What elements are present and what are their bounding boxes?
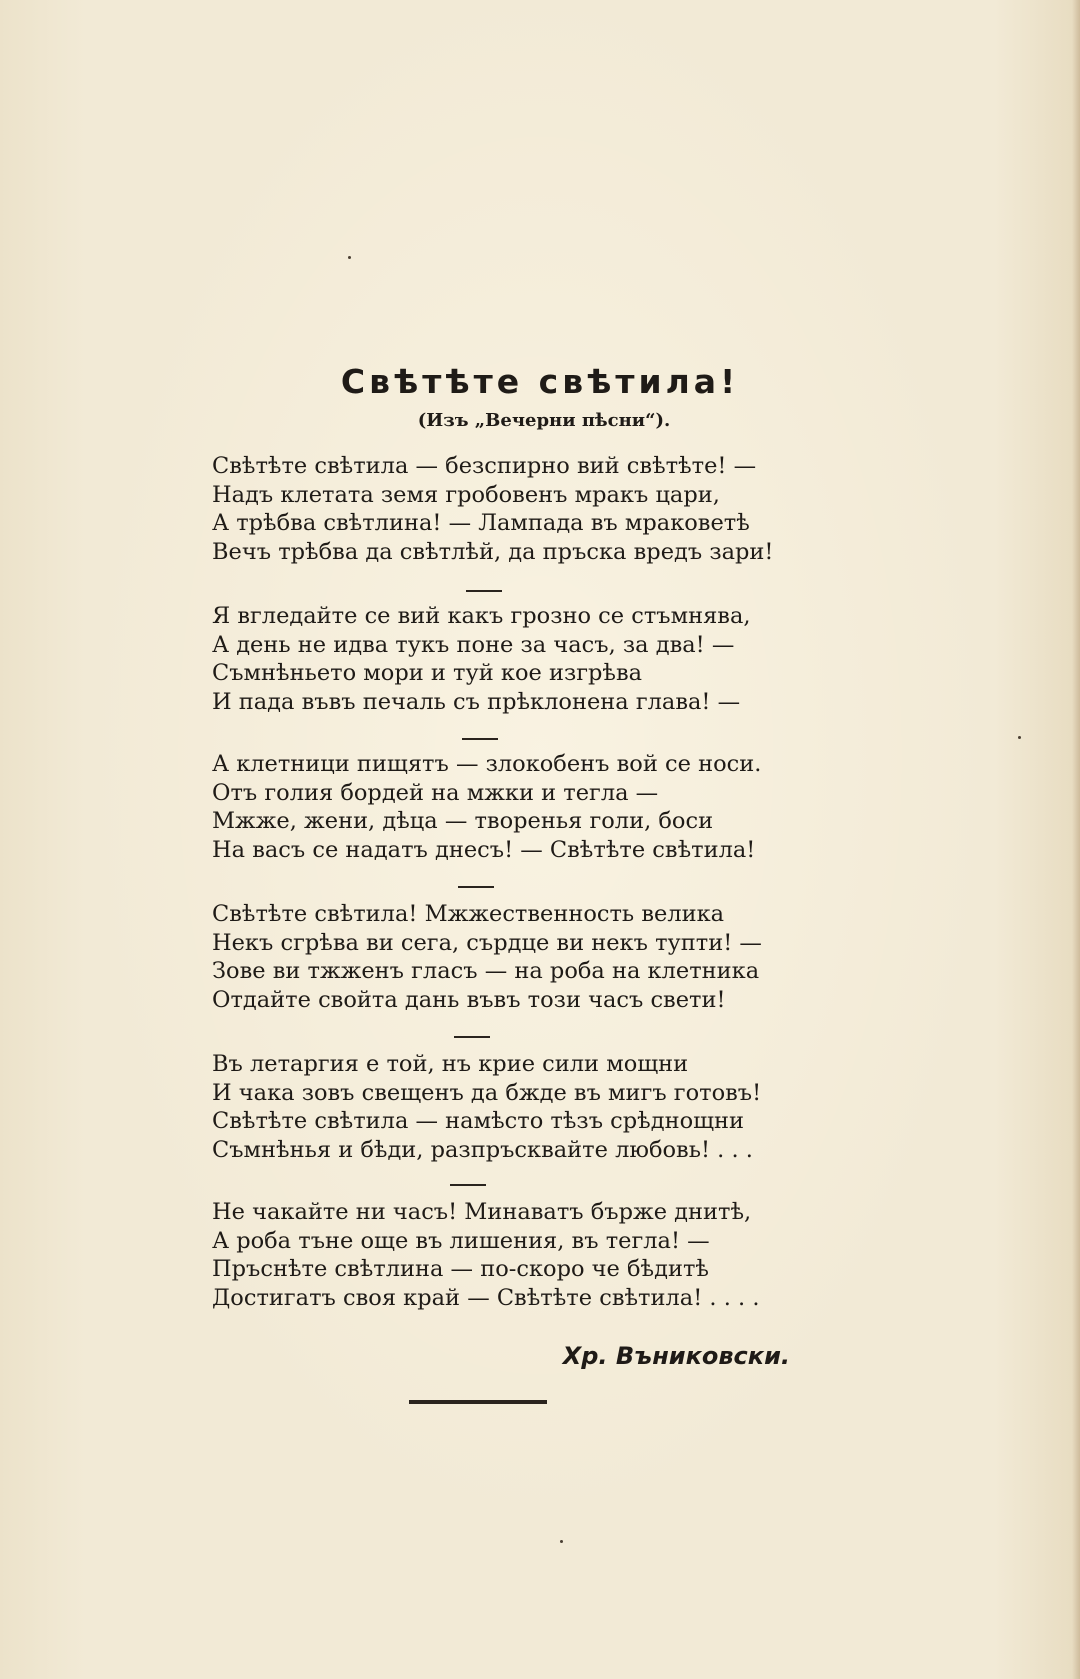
verse-line: Пръснѣте свѣтлина — по-скоро че бѣдитѣ [212, 1256, 709, 1282]
stanza-1 [212, 452, 832, 566]
stanza-4 [212, 900, 832, 1014]
poem-subtitle: (Изъ „Вечерни пѣсни“). [417, 410, 671, 431]
page-edge-shadow [1072, 0, 1080, 1679]
stanza-6 [212, 1198, 832, 1312]
stanza-separator [466, 590, 502, 592]
verse-line: Свѣтѣте свѣтила — безспирно вий свѣтѣте! — [212, 453, 757, 479]
verse-line: Въ летаргия е той, нъ крие сили мощни [212, 1051, 689, 1077]
verse-line: Съмнѣньето мори и туй кое изгрѣва [212, 660, 643, 686]
verse-line: Не чакайте ни часъ! Минаватъ бърже днитѣ, [212, 1199, 752, 1225]
verse-line: Свѣтѣте свѣтила! Мжжественность велика [212, 901, 725, 927]
paper-speck [1018, 736, 1021, 739]
verse-line: А день не идва тукъ поне за часъ, за два! — [212, 631, 735, 658]
stanza-5 [212, 1050, 832, 1164]
verse-line: Свѣтѣте свѣтила — намѣсто тѣзъ срѣднощни [212, 1108, 745, 1134]
verse-line: А роба тъне още въ лишения, въ тегла! — [212, 1227, 710, 1254]
verse-line: Мжже, жени, дѣца — творенья голи, боси [212, 808, 714, 834]
closing-rule [409, 1400, 547, 1404]
verse-line: Зове ви тжженъ гласъ — на роба на клетника [212, 958, 760, 984]
verse-line: И пада въвъ печаль съ прѣклонена глава! — [212, 688, 741, 715]
verse-line: Отдайте свойта дань въвъ този часъ свети! [212, 986, 726, 1013]
paper-speck [560, 1540, 563, 1543]
stanza-2 [212, 602, 832, 716]
verse-line: Вечъ трѣбва да свѣтлѣй, да пръска вредъ зари! [212, 538, 774, 565]
stanza-separator [450, 1184, 486, 1186]
verse-line: Я вгледайте се вий какъ грозно се стъмнява, [212, 603, 751, 629]
verse-line: Съмнѣнья и бѣди, разпръсквайте любовь! . . . [212, 1136, 753, 1163]
verse-line: А трѣбва свѣтлина! — Лампада въ мраковетѣ [212, 510, 750, 536]
stanza-separator [454, 1036, 490, 1038]
poem-author: Хр. Въниковски. [562, 1342, 790, 1370]
stanza-separator [458, 886, 494, 888]
verse-line: Надъ клетата земя гробовенъ мракъ цари, [212, 481, 720, 508]
stanza-separator [462, 738, 498, 740]
paper-speck [348, 256, 351, 259]
verse-line: Некъ сгрѣва ви сега, сърдце ви некъ тупти! — [212, 929, 762, 956]
verse-line: Отъ голия бордей на мжки и тегла — [212, 779, 659, 806]
verse-line: А клетници пищятъ — злокобенъ вой се носи. [212, 751, 762, 777]
verse-line: На васъ се надатъ днесъ! — Свѣтѣте свѣтила! [212, 836, 756, 863]
verse-line: Достигатъ своя край — Свѣтѣте свѣтила! . . . . [212, 1284, 760, 1311]
poem-title: Свѣтѣте свѣтила! [340, 362, 740, 401]
stanza-3 [212, 750, 832, 864]
verse-line: И чака зовъ свещенъ да бжде въ мигъ готовъ! [212, 1079, 762, 1106]
